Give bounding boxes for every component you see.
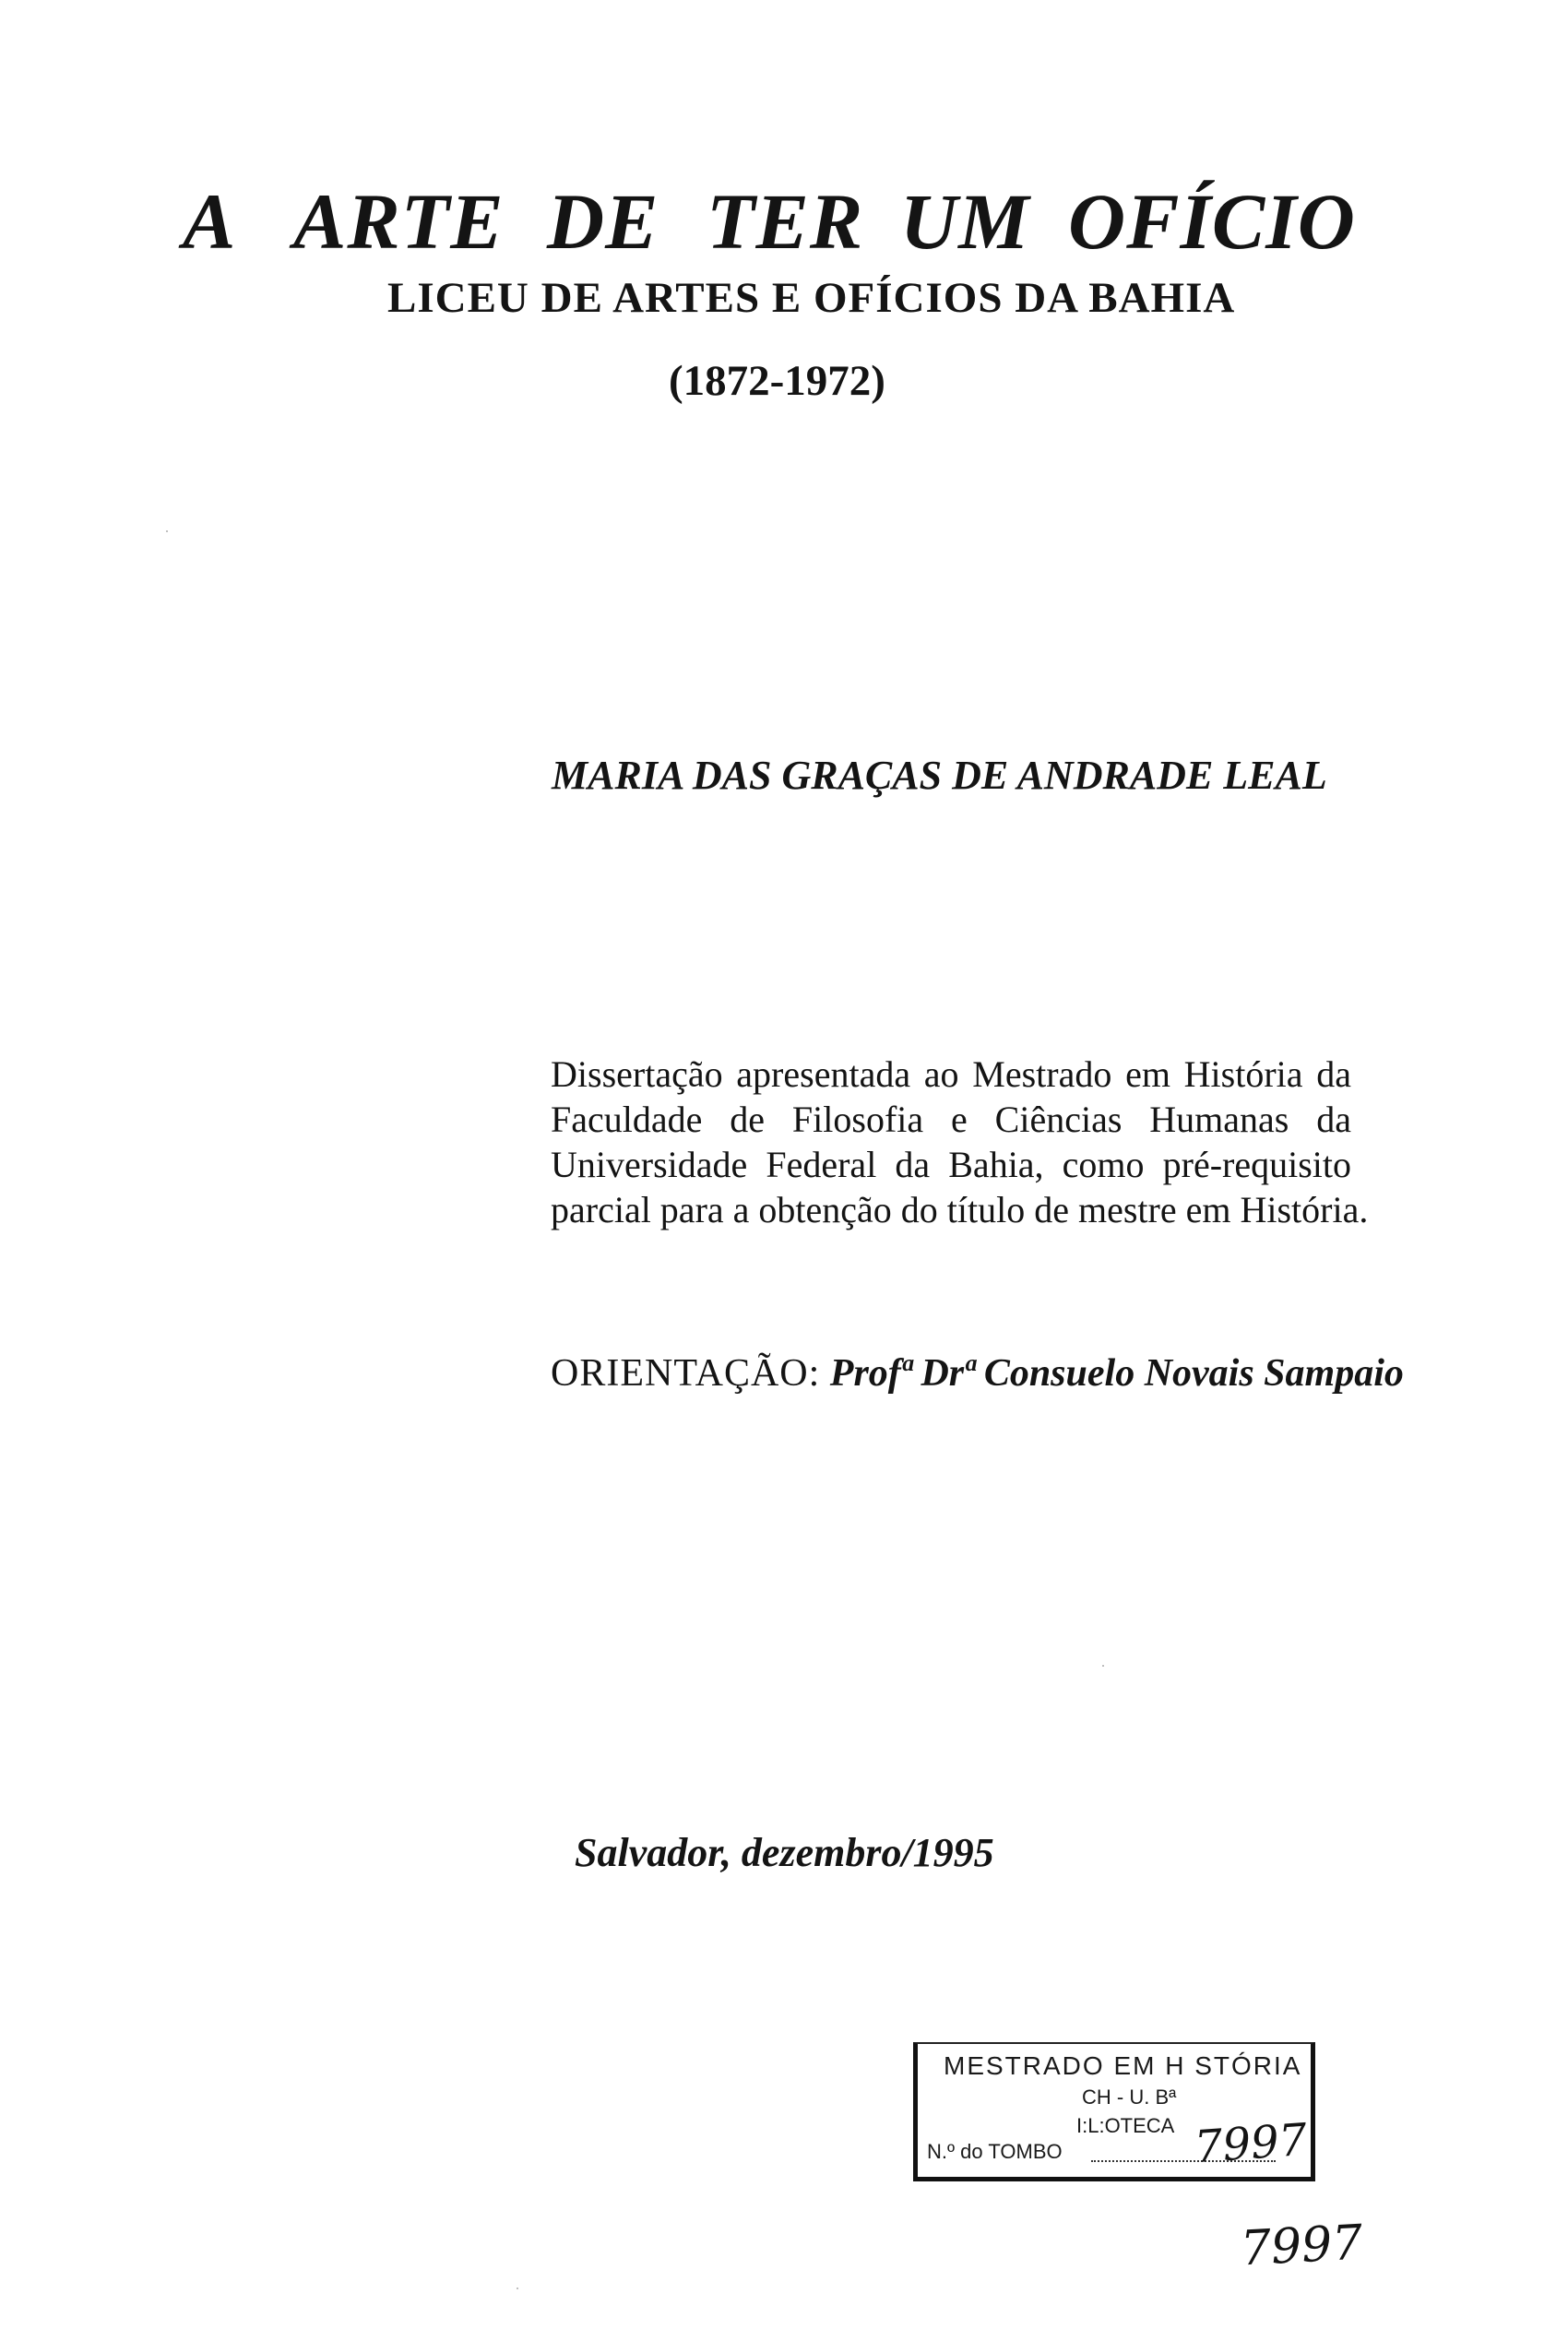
- advisor: [551, 1351, 1404, 1396]
- stamp-tombo-number: 7997: [1193, 2113, 1309, 2174]
- years-range: (1872-1972): [669, 357, 885, 405]
- page-title: [183, 175, 1356, 267]
- scan-speck: [166, 530, 168, 532]
- statement-line: Dissertação apresentada ao Mestrado em História da: [551, 1053, 1351, 1095]
- scan-speck: [517, 2288, 518, 2289]
- stamp-line: MESTRADO EM H STÓRIA: [944, 2051, 1302, 2080]
- advisor-label: ORIENTAÇÃO:: [551, 1352, 821, 1395]
- statement-line: parcial para a obtenção do título de mestre em História.: [551, 1189, 1369, 1230]
- author-name: MARIA DAS GRAÇAS DE ANDRADE LEAL: [552, 753, 1327, 798]
- subtitle: LICEU DE ARTES E OFÍCIOS DA BAHIA: [387, 274, 1236, 322]
- title-word: ARTE: [293, 177, 505, 266]
- title-word: DE: [547, 177, 659, 266]
- stamp-tombo-label: N.º do TOMBO: [927, 2140, 1063, 2163]
- title-word: UM: [900, 177, 1030, 266]
- title-word: A: [183, 177, 237, 266]
- library-stamp: [913, 2042, 1315, 2181]
- place-date: Salvador, dezembro/1995: [575, 1830, 994, 1875]
- stamp-line: I:L:OTECA: [1076, 2114, 1175, 2137]
- dissertation-statement: [551, 1052, 1369, 1232]
- statement-line: Universidade Federal da Bahia, como pré-requisito: [551, 1144, 1351, 1185]
- stamp-line: CH - U. Bª: [1082, 2086, 1177, 2109]
- advisor-name: Profª Drª Consuelo Novais Sampaio: [829, 1352, 1404, 1395]
- title-word: OFÍCIO: [1068, 177, 1356, 266]
- scan-speck: [1102, 1665, 1104, 1667]
- title-word: TER: [707, 177, 864, 266]
- handwritten-number: 7997: [1239, 2215, 1364, 2277]
- statement-line: Faculdade de Filosofia e Ciências Humanas da: [551, 1099, 1351, 1140]
